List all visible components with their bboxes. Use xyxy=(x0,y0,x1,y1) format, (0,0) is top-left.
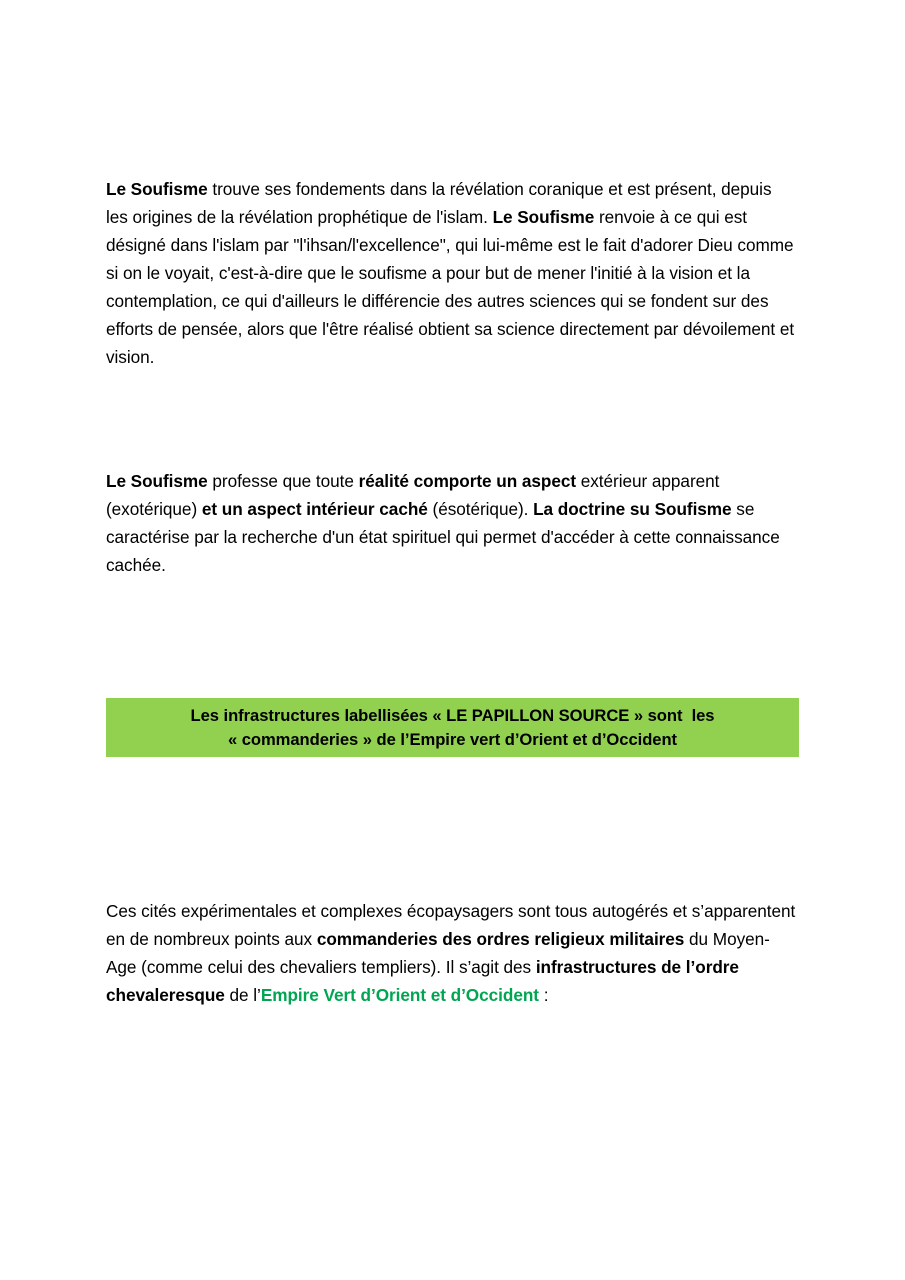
bold-run-realite-aspect: réalité comporte un aspect xyxy=(358,471,577,492)
bold-run-le-soufisme-3: Le Soufisme xyxy=(106,471,208,492)
green-bold-run-empire-vert: Empire Vert d’Orient et d’Occident xyxy=(260,985,539,1006)
green-highlight-banner xyxy=(106,698,799,757)
bold-run-doctrine-soufisme: La doctrine su Soufisme xyxy=(533,499,732,520)
text-run-cites-4: : xyxy=(538,985,549,1006)
text-run-fondements-1: trouve ses fondements dans la révélation coranique et est présent, depuis les origines de la révélation prophétique de l'islam. xyxy=(106,179,772,228)
bold-run-le-soufisme-2: Le Soufisme xyxy=(492,207,595,228)
bold-run-aspect-interieur: et un aspect intérieur caché xyxy=(201,499,428,520)
text-run-fondements-2: renvoie à ce qui est désigné dans l'islam par "l'ihsan/l'excellence", qui lui-même est le fait d'adorer Dieu comme si on le voyait, c'est-à-dire que le soufisme a pour but de mener l'initié à la vision et la contemplation, ce qui d'ailleurs le différencie des autres sciences qui se fondent sur des efforts de pensée, alors que l'être réalisé obtient sa science directement par dévoilement et vision. xyxy=(106,207,795,368)
bold-run-infrastructures-ordre: infrastructures de l’ordre chevaleresque xyxy=(106,957,739,1006)
text-run-realite-4: se caractérise par la recherche d'un état spirituel qui permet d'accéder à cette connaissance cachée. xyxy=(106,499,780,576)
paragraph-cites-experimentales xyxy=(106,897,796,1009)
text-run-cites-1: Ces cités expérimentales et complexes écopaysagers sont tous autogérés et s’apparentent en de nombreux points aux xyxy=(106,901,796,950)
text-run-realite-3: (ésotérique). xyxy=(427,499,534,520)
banner-line-2: « commanderies » de l’Empire vert d’Orient et d’Occident xyxy=(227,730,678,749)
text-run-realite-2: extérieur apparent (exotérique) xyxy=(106,471,720,520)
paragraph-soufisme-fondements xyxy=(106,175,796,371)
bold-run-le-soufisme-1: Le Soufisme xyxy=(106,179,208,200)
text-run-cites-2: du Moyen-Age (comme celui des chevaliers templiers). Il s’agit des xyxy=(106,929,770,978)
text-run-cites-3: de l’ xyxy=(224,985,261,1006)
banner-line-1: Les infrastructures labellisées « LE PAPILLON SOURCE » sont les xyxy=(190,706,715,725)
paragraph-soufisme-realite xyxy=(106,467,796,579)
text-run-realite-1: professe que toute xyxy=(207,471,359,492)
bold-run-commanderies-ordres: commanderies des ordres religieux militaires xyxy=(316,929,685,950)
